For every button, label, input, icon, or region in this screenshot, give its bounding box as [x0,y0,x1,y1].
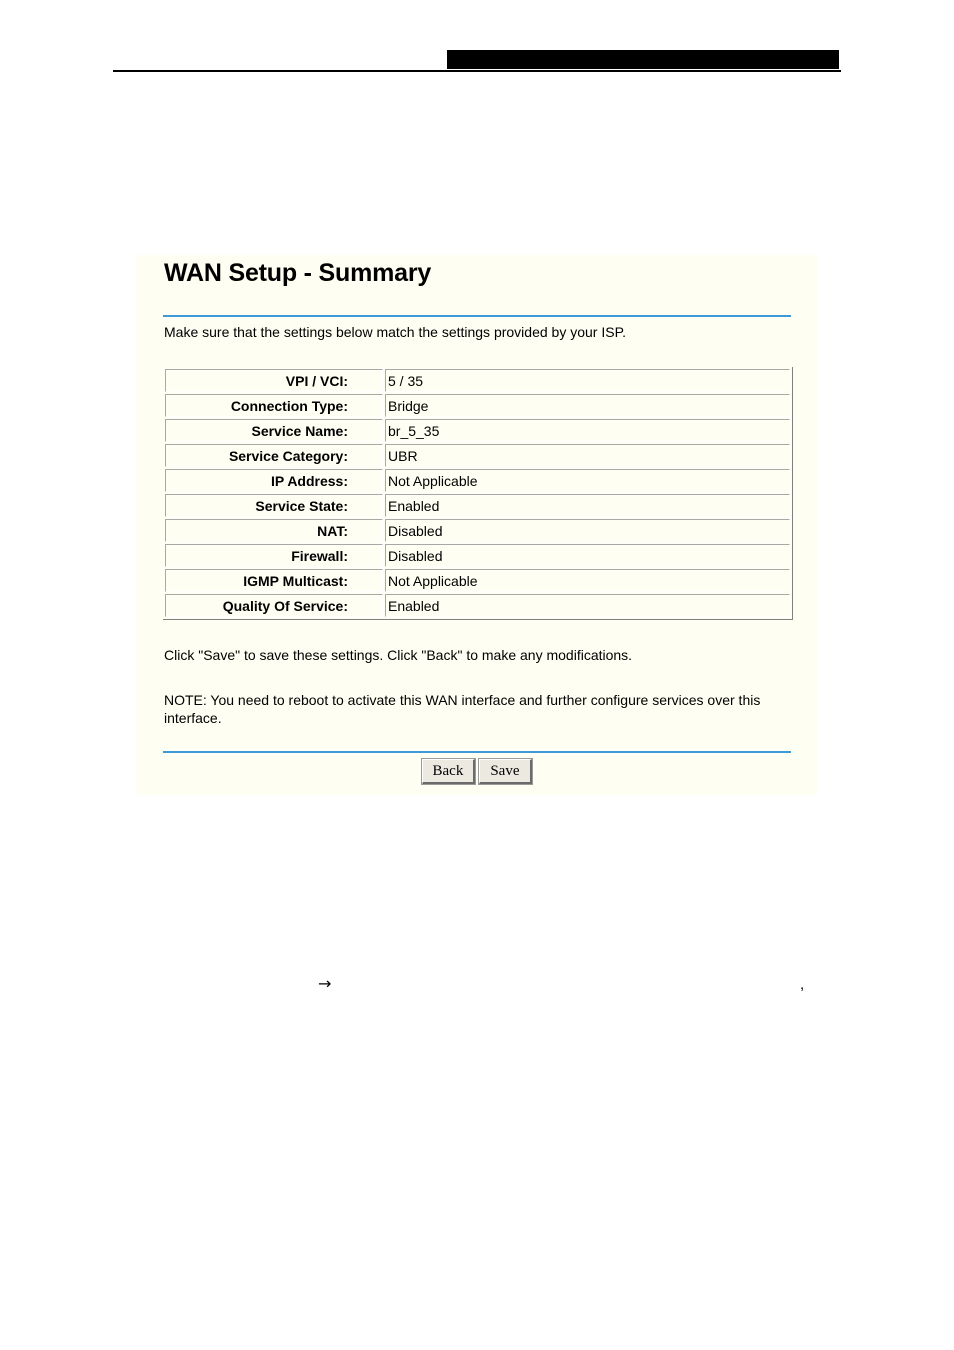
row-value: Not Applicable [385,469,790,492]
table-row [165,469,790,492]
row-label: Connection Type: [165,394,383,417]
table-row [165,594,790,617]
page-title: WAN Setup - Summary [164,259,432,287]
table-row [165,369,790,392]
row-label: Quality Of Service: [165,594,383,617]
row-label: Service State: [165,494,383,517]
row-value: br_5_35 [385,419,790,442]
row-value: Enabled [385,594,790,617]
row-value: Bridge [385,394,790,417]
table-row [165,419,790,442]
back-button[interactable]: Back [422,759,476,784]
save-button[interactable]: Save [479,759,531,784]
intro-text: Make sure that the settings below match the settings provided by your ISP. [164,324,626,340]
button-row [136,759,817,784]
row-label: NAT: [165,519,383,542]
row-value: Disabled [385,519,790,542]
wan-summary-panel [136,255,817,795]
row-label: VPI / VCI: [165,369,383,392]
row-label: Firewall: [165,544,383,567]
row-value: Not Applicable [385,569,790,592]
bottom-divider [163,751,791,753]
table-row [165,569,790,592]
arrow-glyph: → [318,974,332,993]
row-value: UBR [385,444,790,467]
summary-table [163,367,793,620]
row-label: IP Address: [165,469,383,492]
header-bar [447,50,839,69]
comma-glyph: , [800,976,805,993]
top-divider [163,315,791,317]
row-value: Disabled [385,544,790,567]
row-value: 5 / 35 [385,369,790,392]
row-label: IGMP Multicast: [165,569,383,592]
row-value: Enabled [385,494,790,517]
header-rule [113,70,841,72]
save-instructions: Click "Save" to save these settings. Click "Back" to make any modifications. [164,647,633,663]
table-row [165,544,790,567]
row-label: Service Category: [165,444,383,467]
table-row [165,494,790,517]
reboot-note: NOTE: You need to reboot to activate this WAN interface and further configure services over this interface. [164,692,761,726]
table-row [165,519,790,542]
table-row [165,444,790,467]
row-label: Service Name: [165,419,383,442]
table-row [165,394,790,417]
